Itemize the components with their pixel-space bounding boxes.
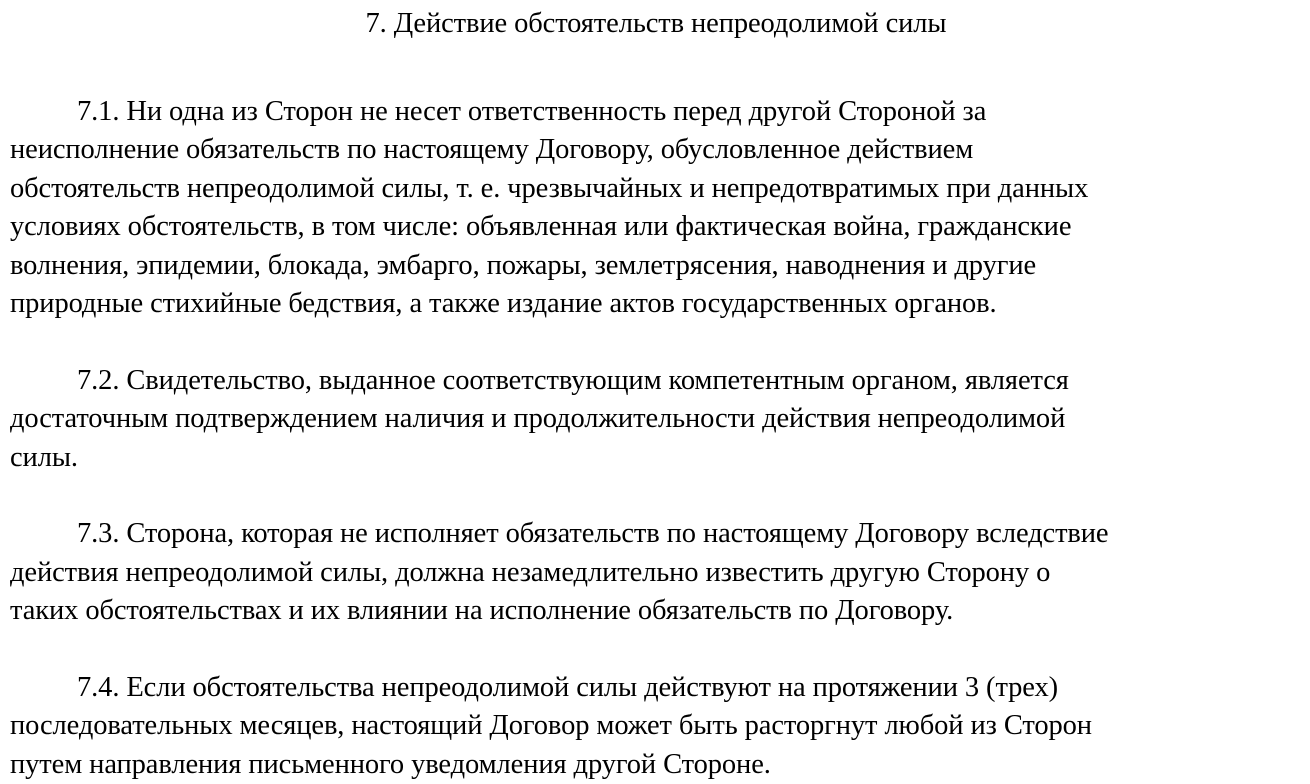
document-page	[10, 0, 1302, 784]
clause-line: неисполнение обязательств по настоящему Договору, обусловленное действием	[10, 134, 974, 166]
clause-7-3	[10, 515, 1302, 630]
clause-7-2	[10, 362, 1302, 477]
clause-line: путем направления письменного уведомления другой Стороне.	[10, 748, 771, 780]
paragraph-gap	[10, 323, 1302, 361]
clause-line: обстоятельств непреодолимой силы, т. е. чрезвычайных и непредотвратимых при данных	[10, 172, 1089, 204]
clause-line: условиях обстоятельств, в том числе: объявленная или фактическая война, гражданские	[10, 211, 1072, 243]
paragraph-gap	[10, 47, 1302, 93]
clause-line: 7.3. Сторона, которая не исполняет обязательств по настоящему Договору вследствие	[77, 518, 1109, 550]
section-title: 7. Действие обстоятельств непреодолимой силы	[365, 8, 947, 39]
clause-7-1	[10, 93, 1302, 323]
clause-line: таких обстоятельствах и их влиянии на исполнение обязательств по Договору.	[10, 595, 954, 627]
paragraph-gap	[10, 477, 1302, 515]
clause-line: силы.	[10, 441, 78, 473]
clause-line: природные стихийные бедствия, а также издание актов государственных органов.	[10, 287, 997, 319]
clause-line: 7.2. Свидетельство, выданное соответствующим компетентным органом, является	[77, 364, 1069, 396]
paragraph-gap	[10, 630, 1302, 668]
clause-line: волнения, эпидемии, блокада, эмбарго, пожары, землетрясения, наводнения и другие	[10, 249, 1037, 281]
clause-line: 7.4. Если обстоятельства непреодолимой силы действуют на протяжении 3 (трех)	[77, 671, 1059, 703]
clause-7-4	[10, 669, 1302, 784]
clause-line: 7.1. Ни одна из Сторон не несет ответственность перед другой Стороной за	[77, 96, 987, 127]
clause-line: последовательных месяцев, настоящий Договор может быть расторгнут любой из Сторон	[10, 710, 1092, 742]
clause-line: достаточным подтверждением наличия и продолжительности действия непреодолимой	[10, 403, 1066, 435]
clause-line: действия непреодолимой силы, должна незамедлительно известить другую Сторону о	[10, 556, 1051, 588]
